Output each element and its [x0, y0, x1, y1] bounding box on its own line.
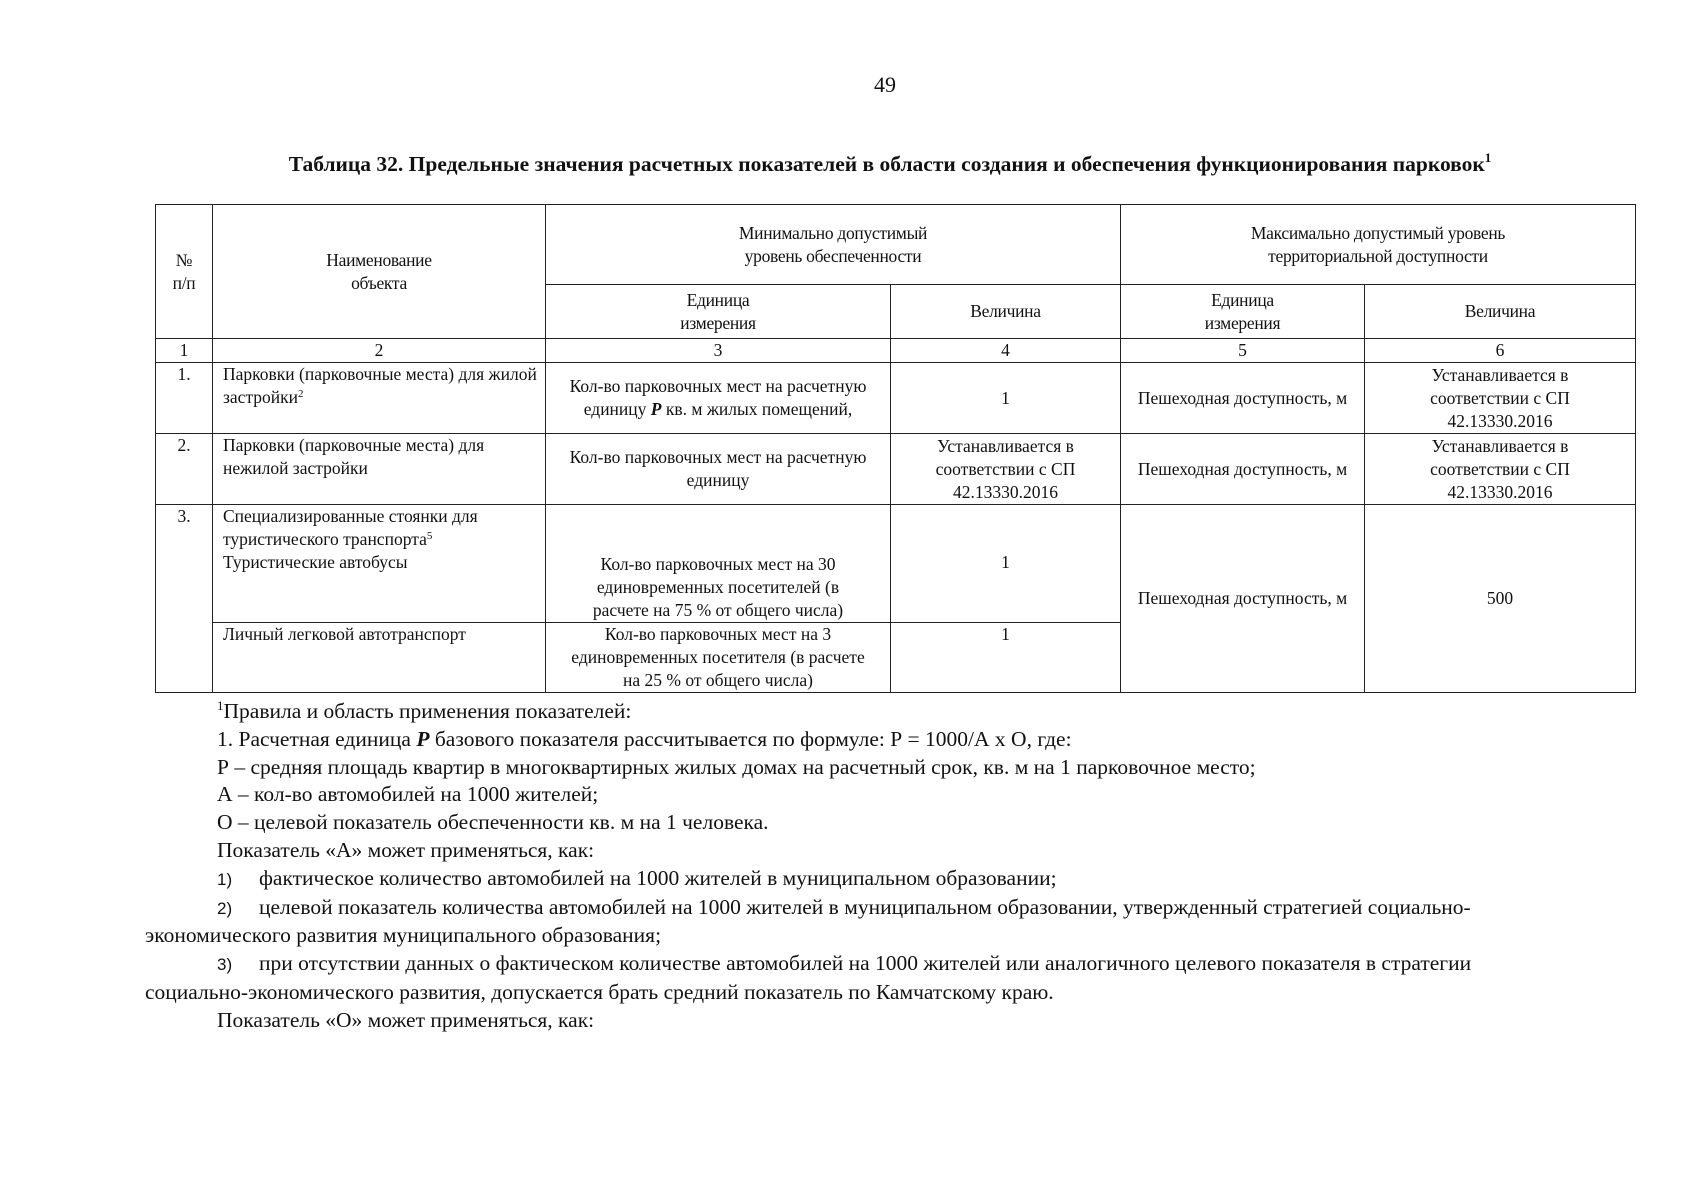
row-max-value: Устанавливается в соответствии с СП 42.13330.2016	[1365, 434, 1636, 505]
definition-p: Р – средняя площадь квартир в многоквартирных жилых домах на расчетный срок, кв. м на 1 парковочное место;	[217, 754, 1256, 779]
table-row	[156, 363, 1636, 434]
table-title-text: Таблица 32. Предельные значения расчетных показателей в области создания и обеспечения функционирования парковок	[288, 152, 1485, 176]
header-name: Наименование объекта	[213, 205, 546, 339]
o-usage-intro: Показатель «О» может применяться, как:	[217, 1007, 595, 1032]
list-item: 1) фактическое количество автомобилей на 1000 жителей в муниципальном образовании;	[217, 865, 1057, 890]
row-sub-min-value: 1	[891, 623, 1121, 693]
list-item: 3) при отсутствии данных о фактическом количестве автомобилей на 1000 жителей или аналогичного целевого показателя в стратегии	[217, 951, 1472, 976]
row-min-value: 1	[891, 363, 1121, 434]
list-item-continuation: социально-экономического развития, допускается брать средний показатель по Камчатскому краю.	[145, 979, 1054, 1004]
table-title	[195, 152, 1585, 177]
header-min-unit: Единица измерения	[546, 285, 891, 339]
row-min-value: Устанавливается в соответствии с СП 42.13330.2016	[891, 434, 1121, 505]
notes-heading: $^1$Правила и область применения показателей:	[217, 698, 632, 723]
row-sub-min-unit: Кол-во парковочных мест на 3 единовременных посетителя (в расчете на 25 % от общего числа)	[546, 623, 891, 693]
row-min-value: 1	[891, 505, 1121, 623]
a-usage-intro: Показатель «А» может применяться, как:	[217, 837, 595, 862]
notes-section	[145, 698, 1635, 1035]
col-number: 3	[546, 339, 891, 363]
header-max-value: Величина	[1365, 285, 1636, 339]
row-name: Специализированные стоянки для туристического транспорта$^5$ Туристические автобусы	[213, 505, 546, 623]
row-name: Парковки (парковочные места) для жилой застройки$^2$	[213, 363, 546, 434]
list-item-continuation: экономического развития муниципального образования;	[145, 923, 662, 948]
row-min-unit: Кол-во парковочных мест на расчетную единицу Р кв. м жилых помещений,	[546, 363, 891, 434]
table-header-row	[156, 205, 1636, 285]
header-min-group: Минимально допустимый уровень обеспеченности	[546, 205, 1121, 285]
header-min-value: Величина	[891, 285, 1121, 339]
list-item: 2) целевой показатель количества автомобилей на 1000 жителей в муниципальном образовании, утвержденный стратегией социально-	[217, 894, 1471, 919]
row-max-unit: Пешеходная доступность, м	[1121, 363, 1365, 434]
table-title-footnote-mark: 1	[1484, 150, 1492, 165]
footnote-mark: 2	[298, 388, 304, 400]
col-number: 1	[156, 339, 213, 363]
row-max-value: 500	[1365, 505, 1636, 693]
footnote-mark: 1	[217, 698, 224, 713]
row-max-unit: Пешеходная доступность, м	[1121, 505, 1365, 693]
row-min-unit: Кол-во парковочных мест на 30 единовременных посетителей (в расчете на 75 % от общего числа)	[546, 505, 891, 623]
header-num: № п/п	[156, 205, 213, 339]
header-max-group: Максимально допустимый уровень территориальной доступности	[1121, 205, 1636, 285]
row-max-value: Устанавливается в соответствии с СП 42.13330.2016	[1365, 363, 1636, 434]
definition-a: А – кол-во автомобилей на 1000 жителей;	[217, 782, 599, 807]
table-row	[156, 434, 1636, 505]
row-num: 2.	[156, 434, 213, 505]
column-numbers-row	[156, 339, 1636, 363]
row-sub-name: Личный легковой автотранспорт	[213, 623, 546, 693]
page-number: 49	[874, 72, 896, 97]
col-number: 6	[1365, 339, 1636, 363]
formula-line: 1. Расчетная единица Р базового показателя рассчитывается по формуле: Р = 1000/А х О, где:	[217, 726, 1072, 751]
row-num: 1.	[156, 363, 213, 434]
table-row	[156, 505, 1636, 623]
footnote-mark: 5	[426, 530, 433, 542]
parking-indicators-table	[155, 204, 1636, 693]
row-num: 3.	[156, 505, 213, 693]
row-name: Парковки (парковочные места) для нежилой застройки	[213, 434, 546, 505]
col-number: 2	[213, 339, 546, 363]
col-number: 5	[1121, 339, 1365, 363]
row-max-unit: Пешеходная доступность, м	[1121, 434, 1365, 505]
col-number: 4	[891, 339, 1121, 363]
definition-o: О – целевой показатель обеспеченности кв. м на 1 человека.	[217, 810, 769, 835]
row-min-unit: Кол-во парковочных мест на расчетную единицу	[546, 434, 891, 505]
header-max-unit: Единица измерения	[1121, 285, 1365, 339]
